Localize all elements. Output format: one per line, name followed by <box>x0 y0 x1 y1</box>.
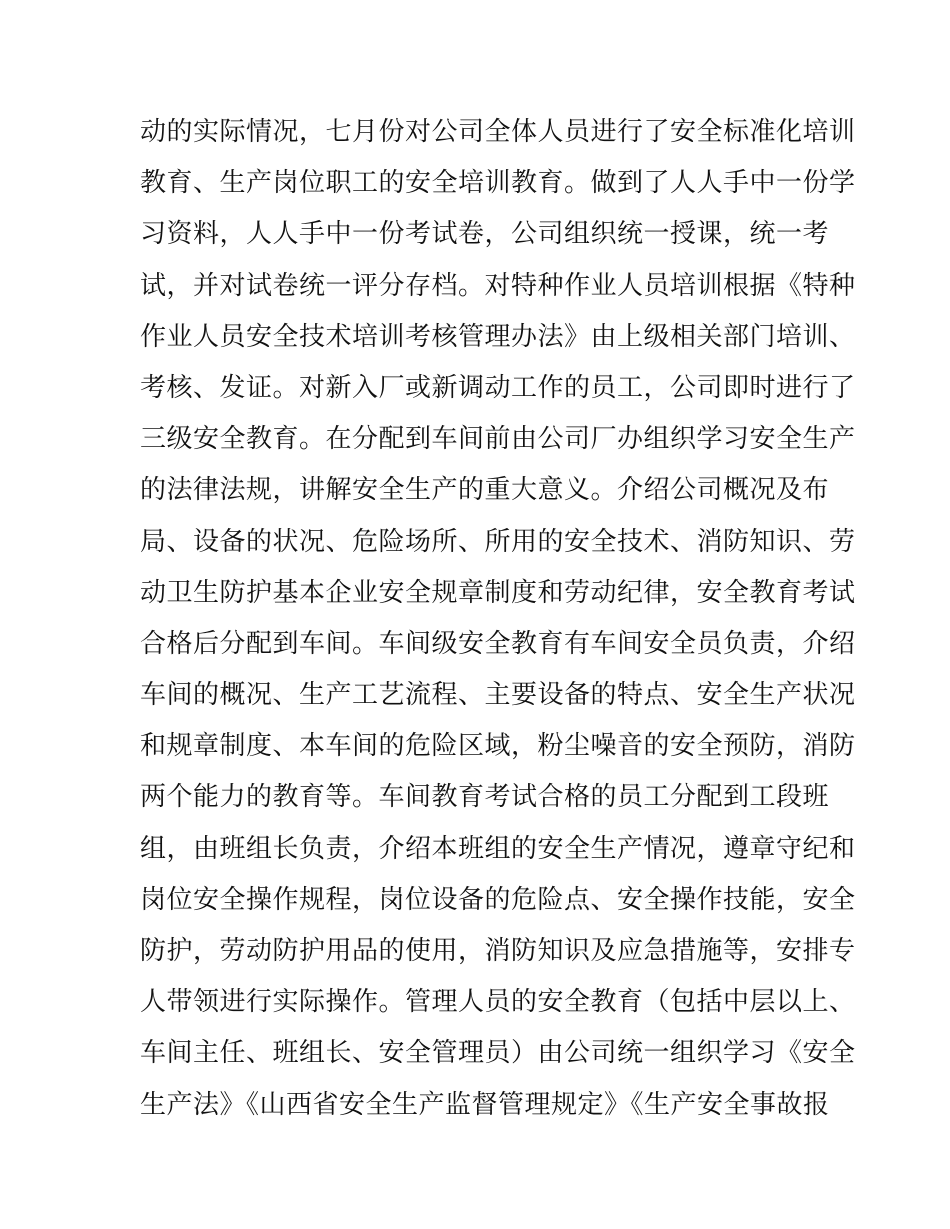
body-text <box>140 107 856 1131</box>
text-line: 动卫生防护基本企业安全规章制度和劳动纪律，安全教育考试 <box>140 577 856 608</box>
text-line: 生产法》《山西省安全生产监督管理规定》《生产安全事故报 <box>140 1089 830 1120</box>
text-line: 车间的概况、生产工艺流程、主要设备的特点、安全生产状况 <box>140 680 856 711</box>
text-line: 合格后分配到车间。车间级安全教育有车间安全员负责，介绍 <box>140 628 856 659</box>
text-line: 作业人员安全技术培训考核管理办法》由上级相关部门培训、 <box>140 321 856 352</box>
text-line: 试，并对试卷统一评分存档。对特种作业人员培训根据《特种 <box>140 270 856 301</box>
text-line: 和规章制度、本车间的危险区域，粉尘噪音的安全预防，消防 <box>140 731 856 762</box>
text-line: 三级安全教育。在分配到车间前由公司厂办组织学习安全生产 <box>140 424 856 455</box>
text-line: 动的实际情况，七月份对公司全体人员进行了安全标准化培训 <box>140 117 856 147</box>
text-line: 的法律法规，讲解安全生产的重大意义。介绍公司概况及布 <box>140 475 830 506</box>
text-line: 防护，劳动防护用品的使用，消防知识及应急措施等，安排专 <box>140 936 856 966</box>
text-line: 两个能力的教育等。车间教育考试合格的员工分配到工段班 <box>140 782 830 813</box>
text-line: 人带领进行实际操作。管理人员的安全教育（包括中层以上、 <box>140 987 856 1018</box>
text-line: 习资料，人人手中一份考试卷，公司组织统一授课，统一考 <box>140 219 830 250</box>
text-line: 考核、发证。对新入厂或新调动工作的员工，公司即时进行了 <box>140 372 856 403</box>
text-line: 局、设备的状况、危险场所、所用的安全技术、消防知识、劳 <box>140 526 856 557</box>
text-line: 岗位安全操作规程，岗位设备的危险点、安全操作技能，安全 <box>140 884 856 915</box>
text-line: 教育、生产岗位职工的安全培训教育。做到了人人手中一份学 <box>140 168 856 199</box>
text-line: 车间主任、班组长、安全管理员）由公司统一组织学习《安全 <box>140 1038 856 1069</box>
text-line: 组，由班组长负责，介绍本班组的安全生产情况，遵章守纪和 <box>140 833 856 864</box>
